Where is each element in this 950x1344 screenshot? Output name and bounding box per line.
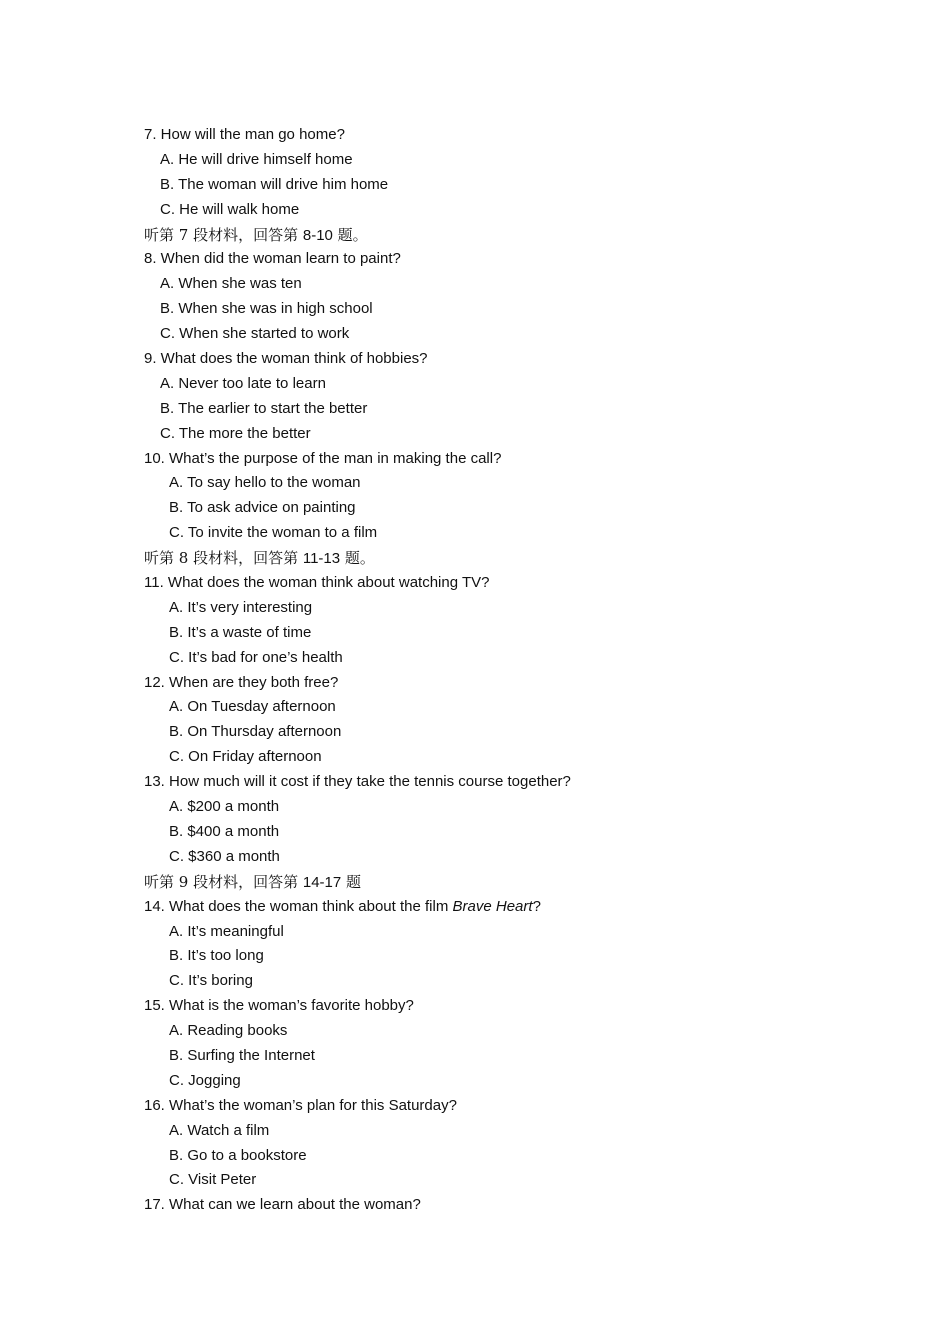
question-16: 16. What’s the woman’s plan for this Saturday? — [144, 1096, 457, 1114]
option-13a: A. $200 a month — [169, 798, 280, 816]
option-7b: B. The woman will drive him home — [160, 175, 389, 193]
section-7-suffix: 题。 — [332, 225, 368, 244]
film-title: Brave Heart — [452, 897, 533, 915]
option-15a: A. Reading books — [169, 1022, 288, 1040]
question-list — [144, 123, 844, 1218]
section-8-prefix: 听第 8 段材料，回答第 — [144, 549, 303, 568]
question-9: 9. What does the woman think of hobbies? — [144, 350, 428, 368]
question-17: 17. What can we learn about the woman? — [144, 1196, 421, 1214]
option-7a: A. He will drive himself home — [160, 150, 353, 168]
option-16c: C. Visit Peter — [169, 1171, 257, 1189]
option-16b: B. Go to a bookstore — [169, 1146, 307, 1164]
option-12c: C. On Friday afternoon — [169, 748, 322, 766]
question-14 — [144, 895, 844, 920]
option-13c: C. $360 a month — [169, 847, 280, 865]
option-10c: C. To invite the woman to a film — [169, 524, 378, 542]
question-7: 7. How will the man go home? — [144, 126, 345, 143]
option-11a: A. It’s very interesting — [169, 598, 313, 616]
section-7-heading — [144, 223, 844, 248]
option-7c: C. He will walk home — [160, 200, 300, 218]
question-14-mark: ? — [532, 897, 541, 915]
question-13: 13. How much will it cost if they take the tennis course together? — [144, 773, 571, 791]
question-12: 12. When are they both free? — [144, 673, 339, 691]
section-9-prefix: 听第 9 段材料，回答第 — [144, 872, 303, 891]
option-15c: C. Jogging — [169, 1071, 241, 1089]
option-14a: A. It’s meaningful — [169, 922, 284, 940]
option-12a: A. On Tuesday afternoon — [169, 698, 336, 716]
question-11: 11. What does the woman think about watching TV? — [144, 574, 490, 592]
option-9a: A. Never too late to learn — [160, 374, 326, 392]
option-10a: A. To say hello to the woman — [169, 474, 361, 492]
section-7-prefix: 听第 7 段材料，回答第 — [144, 225, 303, 244]
question-15: 15. What is the woman’s favorite hobby? — [144, 997, 414, 1015]
section-9-heading — [144, 870, 844, 895]
section-8-range: 11-13 — [302, 550, 341, 568]
section-8-suffix: 题。 — [340, 549, 375, 568]
option-11c: C. It’s bad for one’s health — [169, 648, 343, 666]
option-12b: B. On Thursday afternoon — [169, 723, 342, 741]
option-15b: B. Surfing the Internet — [169, 1046, 315, 1064]
option-14c: C. It’s boring — [169, 972, 253, 990]
question-14-text: 14. What does the woman think about the film — [144, 897, 453, 915]
section-9-suffix: 题 — [341, 872, 362, 891]
option-13b: B. $400 a month — [169, 822, 280, 840]
option-16a: A. Watch a film — [169, 1121, 270, 1139]
option-8c: C. When she started to work — [160, 325, 350, 343]
option-8b: B. When she was in high school — [160, 300, 373, 318]
section-8-heading — [144, 546, 844, 571]
section-7-range: 8-10 — [302, 226, 333, 244]
option-14b: B. It’s too long — [169, 947, 264, 965]
option-9b: B. The earlier to start the better — [160, 399, 368, 417]
question-8: 8. When did the woman learn to paint? — [144, 250, 401, 268]
option-8a: A. When she was ten — [160, 275, 302, 293]
section-9-range: 14-17 — [302, 873, 342, 891]
option-9c: C. The more the better — [160, 424, 311, 442]
option-10b: B. To ask advice on painting — [169, 499, 356, 517]
question-10: 10. What’s the purpose of the man in making the call? — [144, 449, 502, 467]
option-11b: B. It’s a waste of time — [169, 623, 312, 641]
